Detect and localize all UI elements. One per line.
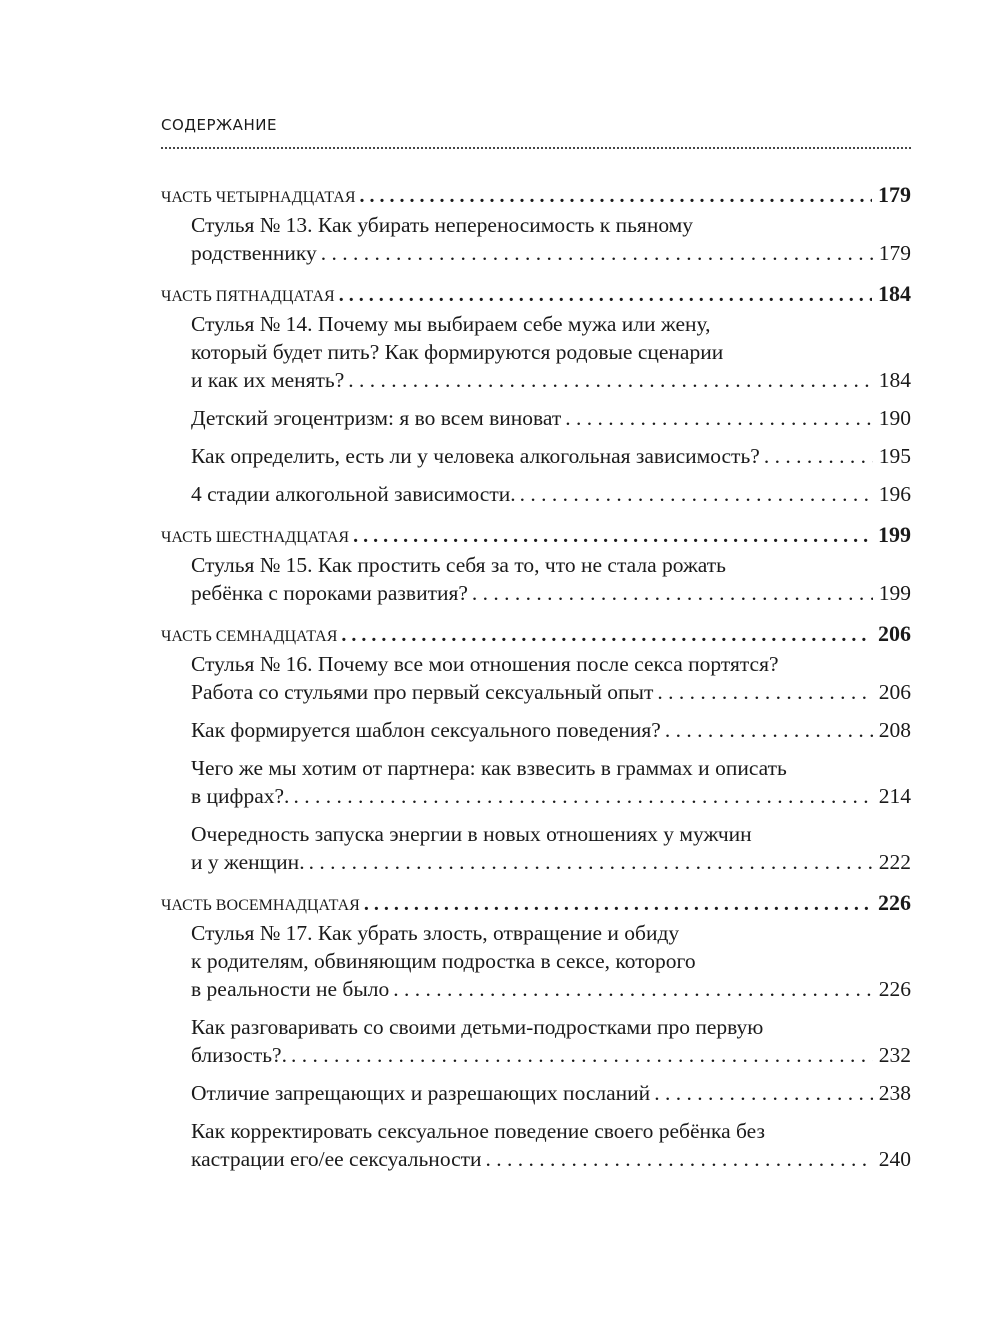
part-page-number: 179: [878, 182, 911, 207]
dot-leader: [348, 366, 872, 394]
toc-entry[interactable]: [191, 1013, 911, 1069]
entry-text-line: близость?.: [191, 1043, 287, 1067]
entry-text-line: Стулья № 17. Как убрать злость, отвращение и обиду: [191, 921, 680, 945]
dot-leader: [764, 442, 873, 470]
entry-text-line: Стулья № 13. Как убирать непереносимость к пьяному: [191, 213, 694, 237]
toc-entry[interactable]: [191, 1079, 911, 1107]
entry-page-number: 232: [878, 1043, 911, 1067]
entry-text-line: ребёнка с пороками развития?: [191, 581, 468, 605]
entry-page-number: 195: [878, 444, 911, 468]
entry-page-number: 206: [878, 680, 911, 704]
dot-leader: [321, 239, 873, 267]
entry-text-line: который будет пить? Как формируются родовые сценарии: [191, 340, 724, 364]
entry-page-number: 184: [878, 368, 911, 392]
dot-leader: [353, 520, 872, 552]
entry-text-line: в цифрах?.: [191, 784, 290, 808]
dot-leader: [360, 180, 872, 212]
entry-page-number: 238: [878, 1081, 911, 1105]
toc-entry[interactable]: [191, 211, 911, 267]
toc-part[interactable]: [161, 618, 911, 650]
part-title: ЧАСТЬ ВОСЕМНАДЦАТАЯ: [161, 897, 360, 914]
part-page-number: 184: [878, 281, 911, 306]
toc-entry[interactable]: [191, 716, 911, 744]
part-title: ЧАСТЬ ЧЕТЫРНАДЦАТАЯ: [161, 189, 356, 206]
entry-page-number: 208: [878, 718, 911, 742]
entry-text-line: и у женщин.: [191, 850, 305, 874]
entry-page-number: 199: [878, 581, 911, 605]
toc-part[interactable]: [161, 887, 911, 919]
toc-entry[interactable]: [191, 551, 911, 607]
entry-text-line: Чего же мы хотим от партнера: как взвесить в граммах и описать: [191, 756, 787, 780]
header-dotted-rule: [161, 147, 911, 149]
dot-leader: [393, 975, 873, 1003]
entry-text-line: Работа со стульями про первый сексуальный опыт: [191, 680, 654, 704]
toc-entry[interactable]: [191, 442, 911, 470]
entry-text-line: Стулья № 14. Почему мы выбираем себе мужа или жену,: [191, 312, 711, 336]
toc-entry[interactable]: [191, 404, 911, 432]
entry-text-line: Как корректировать сексуальное поведение своего ребёнка без: [191, 1119, 765, 1143]
entry-page-number: 240: [878, 1147, 911, 1171]
entry-page-number: 190: [878, 406, 911, 430]
dot-leader: [309, 848, 873, 876]
entry-text-line: кастрации его/ее сексуальности: [191, 1147, 482, 1171]
entry-page-number: 226: [878, 977, 911, 1001]
entry-text-line: Детский эгоцентризм: я во всем виноват: [191, 406, 562, 430]
table-of-contents: [161, 179, 911, 1173]
entry-text-line: в реальности не было: [191, 977, 390, 1001]
entry-text-line: Отличие запрещающих и разрешающих посланий: [191, 1081, 651, 1105]
dot-leader: [486, 1145, 873, 1173]
page-header: СОДЕРЖАНИЕ: [161, 116, 277, 134]
dot-leader: [364, 888, 872, 920]
toc-entry[interactable]: [191, 480, 911, 508]
entry-text-line: и как их менять?: [191, 368, 345, 392]
toc-entry[interactable]: [191, 820, 911, 876]
part-page-number: 226: [878, 890, 911, 915]
entry-text-line: Стулья № 15. Как простить себя за то, что не стала рожать: [191, 553, 726, 577]
entry-text-line: Очередность запуска энергии в новых отношениях у мужчин: [191, 822, 752, 846]
entry-page-number: 196: [878, 482, 911, 506]
dot-leader: [293, 782, 872, 810]
toc-part[interactable]: [161, 179, 911, 211]
dot-leader: [472, 579, 873, 607]
part-title: ЧАСТЬ ШЕСТНАДЦАТАЯ: [161, 529, 350, 546]
part-title: ЧАСТЬ СЕМНАДЦАТАЯ: [161, 628, 338, 645]
entry-text-line: к родителям, обвиняющим подростка в сексе, которого: [191, 949, 696, 973]
dot-leader: [341, 619, 872, 651]
dot-leader: [665, 716, 873, 744]
toc-part[interactable]: [161, 278, 911, 310]
dot-leader: [654, 1079, 873, 1107]
dot-leader: [291, 1041, 873, 1069]
entry-page-number: 214: [878, 784, 911, 808]
entry-text-line: Как разговаривать со своими детьми-подростками про первую: [191, 1015, 764, 1039]
entry-text-line: Стулья № 16. Почему все мои отношения после секса портятся?: [191, 652, 779, 676]
part-page-number: 199: [878, 522, 911, 547]
toc-part[interactable]: [161, 519, 911, 551]
dot-leader: [339, 279, 872, 311]
entry-page-number: 222: [878, 850, 911, 874]
entry-text-line: Как формируется шаблон сексуального поведения?: [191, 718, 661, 742]
toc-entry[interactable]: [191, 1117, 911, 1173]
toc-entry[interactable]: [191, 310, 911, 394]
toc-entry[interactable]: [191, 650, 911, 706]
entry-page-number: 179: [878, 241, 911, 265]
entry-text-line: родственнику: [191, 241, 317, 265]
entry-text-line: Как определить, есть ли у человека алкогольная зависимость?: [191, 444, 760, 468]
toc-entry[interactable]: [191, 754, 911, 810]
entry-text-line: 4 стадии алкогольной зависимости.: [191, 482, 516, 506]
toc-entry[interactable]: [191, 919, 911, 1003]
part-page-number: 206: [878, 621, 911, 646]
dot-leader: [565, 404, 872, 432]
dot-leader: [657, 678, 872, 706]
part-title: ЧАСТЬ ПЯТНАДЦАТАЯ: [161, 288, 335, 305]
dot-leader: [520, 480, 873, 508]
